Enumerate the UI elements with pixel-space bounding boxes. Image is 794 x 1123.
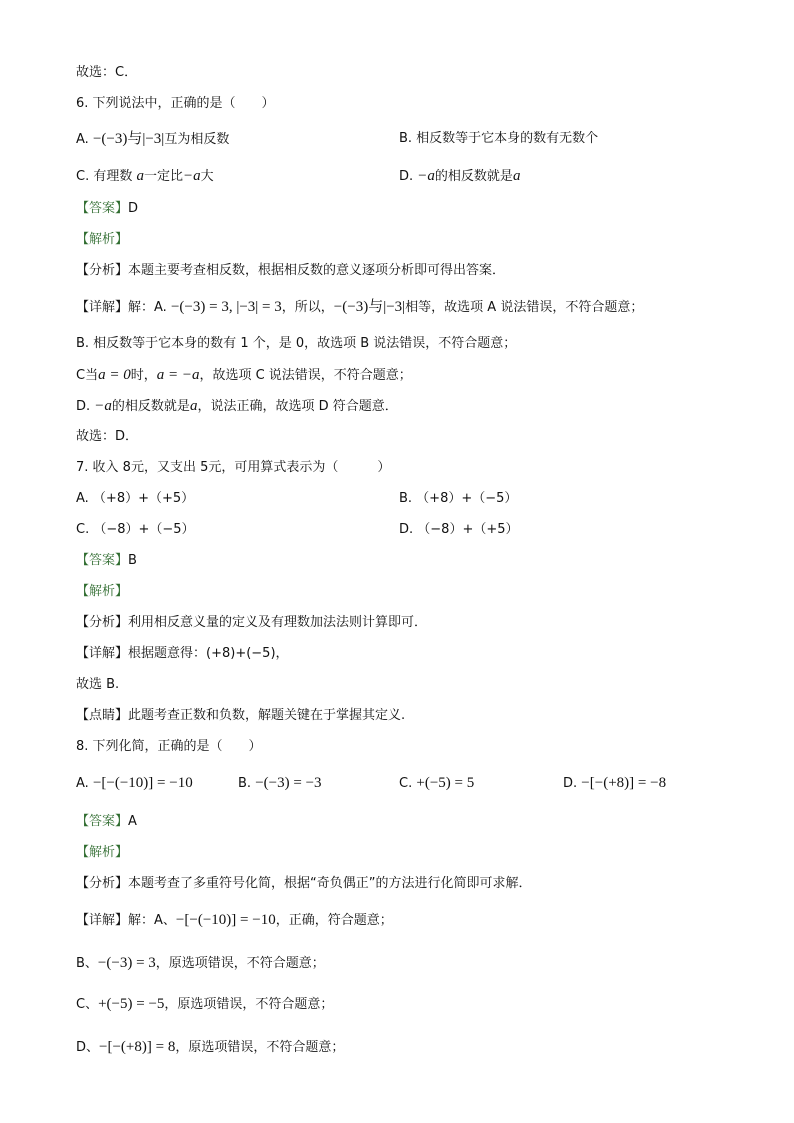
q7-option-c: C. （−8）+（−5） (76, 522, 195, 537)
q8-analysis-tag: 【解析】 (76, 845, 129, 860)
q8-c-math: +(−5) = −5 (98, 996, 165, 1012)
q7-xiangjie (76, 645, 289, 663)
q8-d-line (76, 1038, 344, 1057)
q6-option-a-math: −(−3)与|−3| (92, 131, 165, 147)
q6-xiangjie-pre: 解：A. (128, 300, 167, 315)
q6-option-c-end: 大 (200, 169, 214, 184)
q6-xiangjie-tag: 【详解】 (76, 300, 129, 315)
q6-option-d-neg-a: −a (417, 168, 435, 184)
q7-answer-value: B (128, 553, 137, 568)
q8-xiangjie-math: −[−(−10)] = −10 (175, 912, 276, 928)
q8-option-c-label: C. (399, 776, 413, 791)
q6-answer (76, 200, 138, 218)
q8-option-b-label: B. (238, 776, 252, 791)
q8-option-c-math: +(−5) = 5 (416, 775, 475, 791)
q6-option-a-text: 互为相反数 (164, 132, 230, 147)
q8-b-line (76, 954, 325, 973)
q6-xiangjie-mid: ，所以， (281, 300, 334, 315)
q6-option-c-neg-a: −a (183, 168, 201, 184)
q8-xiangjie-tag: 【详解】 (76, 913, 129, 928)
q8-option-a-label: A. (76, 776, 89, 791)
q6-option-d-mid: 的相反数就是 (434, 169, 513, 184)
q7-dianjing-text: 此题考查正数和负数，解题关键在于掌握其定义. (128, 708, 406, 723)
q8-stem: 8. 下列化简，正确的是（ ） (76, 739, 262, 754)
q6-option-a (76, 130, 229, 149)
q8-fenxi-text: 本题考查了多重符号化简，根据“奇负偶正”的方法进行化简即可求解． (128, 876, 532, 891)
q8-option-c (399, 774, 474, 793)
q6-option-d-a: a (512, 168, 521, 184)
q6-analysis-tag: 【解析】 (76, 232, 129, 247)
q7-fenxi-tag: 【分析】 (76, 615, 129, 630)
q8-xiangjie-end: ，正确，符合题意； (275, 913, 393, 928)
q8-c-end: ，原选项错误，不符合题意； (164, 997, 334, 1012)
q6-option-a-label: A. (76, 132, 89, 147)
q8-option-a-math: −[−(−10)] = −10 (92, 775, 193, 791)
q8-answer-value: A (128, 814, 137, 829)
q6-d-line-end: ，说法正确，故选项 D 符合题意． (197, 399, 398, 414)
q6-xiangjie-math2: −(−3)与|−3| (333, 299, 406, 315)
q7-option-a: A. （+8）+（+5） (76, 491, 195, 506)
q6-xiangjie-math: −(−3) = 3, |−3| = 3 (170, 299, 282, 315)
q8-b-end: ，原选项错误，不符合题意； (155, 956, 325, 971)
q6-c-line (76, 366, 412, 385)
q8-b-pre: B、 (76, 956, 98, 971)
q6-option-c-label: C. 有理数 (76, 169, 133, 184)
q6-option-d-label: D. (399, 169, 414, 184)
q6-c-line-pre: C当 (76, 368, 99, 383)
q6-xiangjie (76, 298, 643, 317)
q6-answer-value: D (128, 201, 139, 216)
q7-option-d: D. （−8）+（+5） (399, 522, 519, 537)
q7-answer (76, 552, 137, 570)
q6-xiangjie-end: 相等，故选项 A 说法错误，不符合题意； (405, 300, 644, 315)
q6-option-c-a: a (136, 168, 144, 184)
q8-option-d (563, 774, 666, 793)
q7-xiangjie-tag: 【详解】 (76, 646, 129, 661)
q8-option-d-label: D. (563, 776, 578, 791)
q6-d-line-mid: 的相反数就是 (111, 399, 190, 414)
q6-final: 故选：D． (76, 429, 139, 444)
q7-stem: 7. 收入 8元，又支出 5元，可用算式表示为（ ） (76, 460, 391, 475)
q8-option-b (238, 774, 322, 793)
q6-option-c (76, 167, 214, 186)
q6-option-c-mid: 一定比 (143, 169, 183, 184)
q7-fenxi (76, 614, 427, 632)
q7-dianjing (76, 707, 405, 725)
q8-d-pre: D、 (76, 1040, 100, 1055)
q8-answer-tag: 【答案】 (76, 814, 129, 829)
q8-answer (76, 813, 137, 831)
q6-b-line: B. 相反数等于它本身的数有 1 个，是 0，故选项 B 说法错误，不符合题意； (76, 336, 517, 351)
q6-c-line-end: ，故选项 C 说法错误，不符合题意； (199, 368, 412, 383)
q6-c-line-math1: a = 0 (98, 367, 131, 383)
q8-xiangjie-pre: 解：A、 (128, 913, 176, 928)
q6-d-line (76, 397, 398, 416)
q8-option-d-math: −[−(+8)] = −8 (581, 775, 667, 791)
q8-option-b-math: −(−3) = −3 (255, 775, 322, 791)
q5-final: 故选：C． (76, 65, 138, 80)
q7-xiangjie-text: 根据题意得：(+8)+(−5)， (128, 646, 289, 661)
q6-d-line-a: a (189, 398, 198, 414)
q8-option-a (76, 774, 193, 793)
q6-d-line-neg-a: −a (94, 398, 112, 414)
q8-fenxi (76, 875, 532, 893)
q8-xiangjie (76, 911, 393, 930)
q8-c-pre: C、 (76, 997, 99, 1012)
q7-option-b: B. （+8）+（−5） (399, 491, 518, 506)
q6-d-line-pre: D. (76, 399, 91, 414)
q6-fenxi-text: 本题主要考查相反数，根据相反数的意义逐项分析即可得出答案． (128, 263, 506, 278)
q6-option-b: B. 相反数等于它本身的数有无数个 (399, 131, 599, 146)
q7-answer-tag: 【答案】 (76, 553, 129, 568)
q8-b-math: −(−3) = 3 (97, 955, 156, 971)
q7-dianjing-tag: 【点睛】 (76, 708, 129, 723)
q7-final: 故选 B. (76, 677, 120, 692)
q8-d-math: −[−(+8)] = 8 (99, 1039, 176, 1055)
q6-fenxi-tag: 【分析】 (76, 263, 129, 278)
q6-c-line-math2: a = −a (156, 367, 200, 383)
q6-fenxi (76, 262, 505, 280)
q6-answer-tag: 【答案】 (76, 201, 129, 216)
q8-c-line (76, 995, 333, 1014)
q6-option-d (399, 167, 520, 186)
q6-c-line-mid: 时， (130, 368, 157, 383)
q7-fenxi-text: 利用相反意义量的定义及有理数加法法则计算即可． (128, 615, 428, 630)
q7-analysis-tag: 【解析】 (76, 584, 129, 599)
q8-fenxi-tag: 【分析】 (76, 876, 129, 891)
q8-d-end: ，原选项错误，不符合题意； (175, 1040, 345, 1055)
q6-stem: 6. 下列说法中，正确的是（ ） (76, 96, 275, 111)
